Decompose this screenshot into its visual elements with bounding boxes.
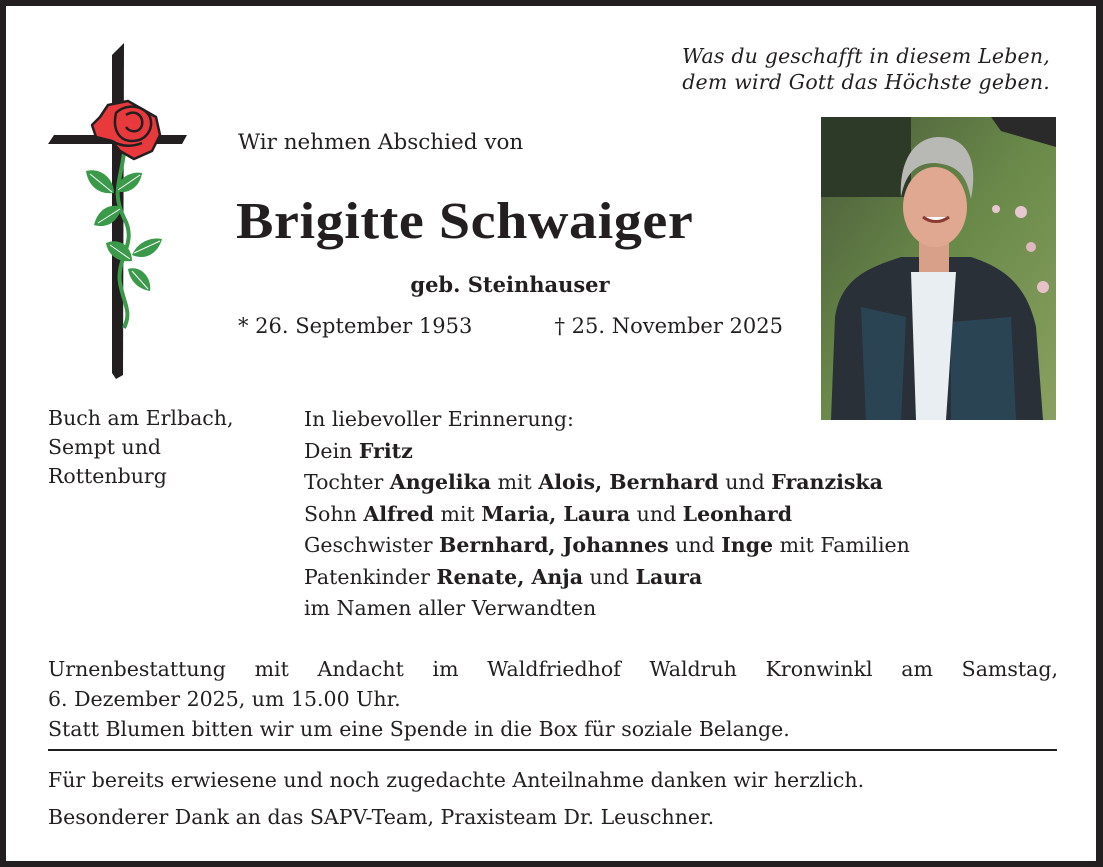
mourner-relation: mit Familien bbox=[773, 533, 910, 557]
mourner-name: Franziska bbox=[771, 470, 883, 494]
motto-line-1: Was du geschafft in diesem Leben, bbox=[681, 44, 1050, 68]
life-dates bbox=[238, 314, 783, 338]
motto-line-2: dem wird Gott das Höchste geben. bbox=[682, 70, 1050, 94]
funeral-line-1: Urnenbestattung mit Andacht im Waldfriedhof Waldruh Kronwinkl am Samstag, bbox=[48, 657, 1058, 681]
mourner-relation: mit bbox=[434, 501, 482, 526]
mourner-name: Bernhard, Johannes bbox=[439, 533, 669, 557]
mourner-relation: mit bbox=[491, 470, 539, 494]
mourner-name: Alfred bbox=[363, 501, 435, 526]
place-line-3: Rottenburg bbox=[48, 464, 167, 488]
mourner-row bbox=[304, 530, 910, 562]
funeral-details bbox=[48, 654, 1058, 744]
cross-with-rose-icon bbox=[46, 43, 188, 379]
mourner-relation: Patenkinder bbox=[304, 564, 437, 589]
maiden-name: geb. Steinhauser bbox=[410, 272, 610, 297]
mourner-relation: Dein bbox=[304, 438, 359, 463]
funeral-line-2: 6. Dezember 2025, um 15.00 Uhr. bbox=[48, 687, 401, 711]
mourner-name: Renate, Anja bbox=[436, 564, 583, 589]
mourner-row bbox=[304, 562, 910, 594]
mourners-list bbox=[304, 404, 910, 625]
mourner-name: Alois, Bernhard bbox=[538, 470, 719, 494]
portrait-photo bbox=[821, 117, 1056, 420]
mourner-relation: und bbox=[583, 564, 636, 589]
mourner-row bbox=[304, 593, 910, 625]
mourner-name: Inge bbox=[721, 533, 774, 557]
mourner-name: Maria, Laura bbox=[481, 501, 631, 526]
deceased-name: Brigitte Schwaiger bbox=[236, 193, 694, 250]
mourner-relation: Sohn bbox=[304, 501, 364, 526]
places-of-residence bbox=[48, 404, 234, 491]
mourner-relation: Tochter bbox=[304, 470, 390, 494]
mourner-relation: und bbox=[630, 501, 683, 526]
intro-text: Wir nehmen Abschied von bbox=[238, 130, 524, 155]
thanks-section bbox=[48, 762, 864, 836]
mourner-name: Laura bbox=[635, 564, 703, 589]
place-line-2: Sempt und bbox=[48, 435, 162, 459]
birth-date: * 26. September 1953 bbox=[238, 314, 473, 338]
place-line-1: Buch am Erlbach, bbox=[48, 406, 234, 430]
death-date: † 25. November 2025 bbox=[554, 314, 783, 338]
mourner-relation: und bbox=[718, 470, 772, 494]
thanks-line-1: Für bereits erwiesene und noch zugedachte Anteilnahme danken wir herzlich. bbox=[48, 768, 865, 792]
thanks-line-2: Besonderer Dank an das SAPV-Team, Praxisteam Dr. Leuschner. bbox=[48, 805, 715, 829]
mourner-row bbox=[304, 467, 910, 499]
mourner-row bbox=[304, 436, 910, 468]
mourner-name: Leonhard bbox=[682, 501, 793, 526]
mourner-name: Angelika bbox=[389, 470, 492, 494]
mourners-heading: In liebevoller Erinnerung: bbox=[304, 407, 574, 431]
motto-verse bbox=[682, 43, 1050, 95]
mourner-relation: im Namen aller Verwandten bbox=[304, 596, 597, 620]
obituary-notice bbox=[6, 6, 1096, 861]
mourner-name: Fritz bbox=[358, 438, 413, 463]
divider-rule bbox=[48, 749, 1057, 751]
mourner-relation: und bbox=[668, 533, 722, 557]
donation-note: Statt Blumen bitten wir um eine Spende in die Box für soziale Belange. bbox=[48, 717, 790, 741]
mourner-row bbox=[304, 499, 910, 531]
mourners-rows bbox=[304, 436, 910, 625]
mourner-relation: Geschwister bbox=[304, 533, 440, 557]
